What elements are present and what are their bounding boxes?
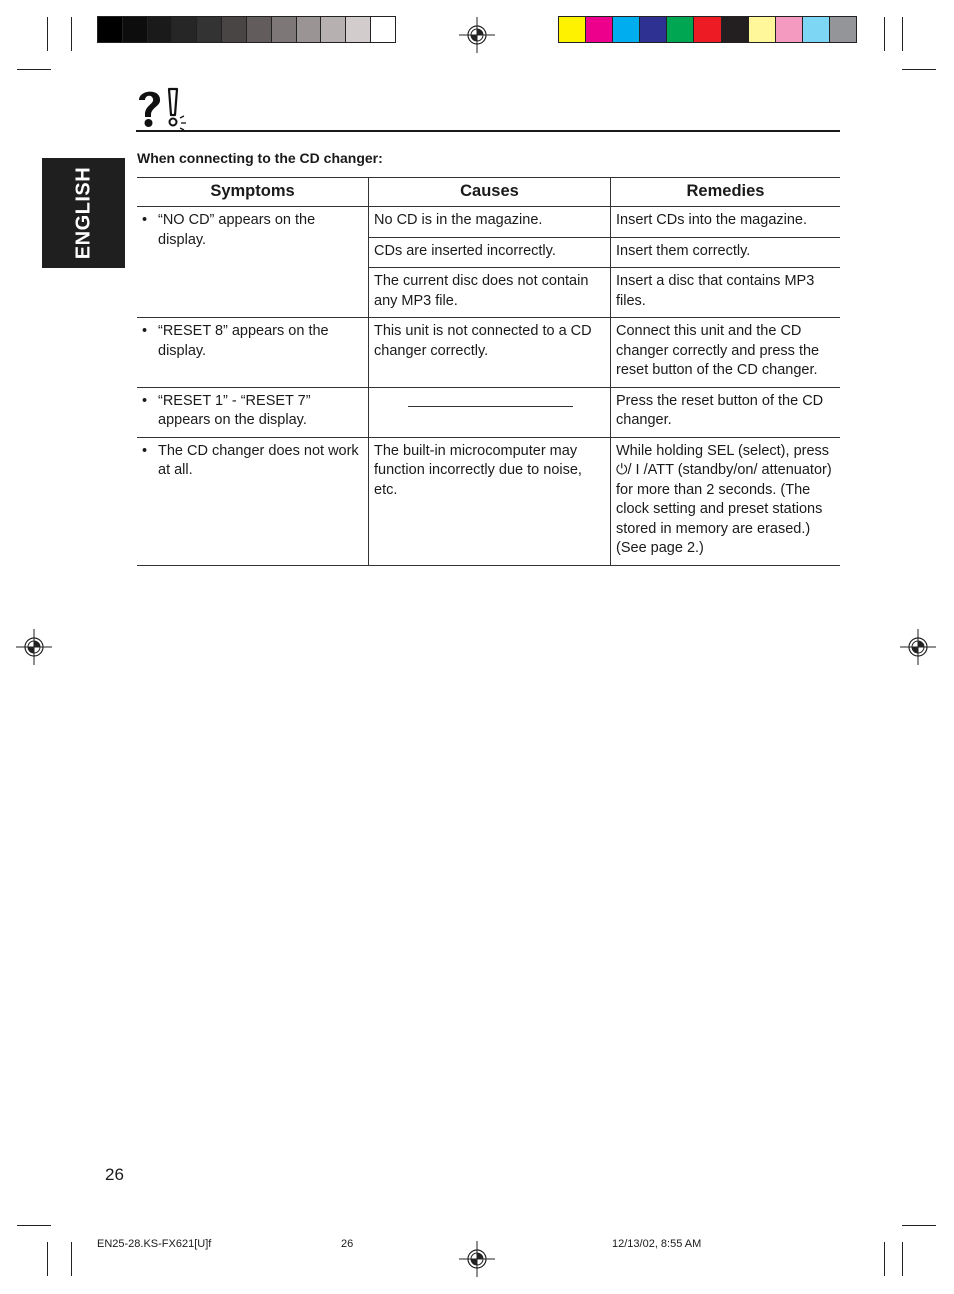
page-number: 26 xyxy=(105,1165,124,1184)
language-label: ENGLISH xyxy=(72,166,94,260)
registration-mark-icon xyxy=(459,1241,495,1277)
registration-mark-icon xyxy=(459,17,495,53)
language-side-tab xyxy=(42,158,125,268)
cause-cell-empty xyxy=(369,387,611,437)
remedy-text: While holding SEL (select), press xyxy=(616,442,830,459)
remedy-cell: Insert CDs into the magazine. xyxy=(611,207,841,238)
registration-mark-icon xyxy=(900,629,936,665)
gray-swatch xyxy=(171,17,196,42)
crop-mark xyxy=(902,1225,936,1226)
table-row xyxy=(137,437,840,565)
gray-swatch xyxy=(345,17,370,42)
symptom-cell: • “RESET 8” appears on the display. xyxy=(137,318,369,388)
remedy-cell: Insert a disc that contains MP3 files. xyxy=(611,268,841,318)
symptom-text: “NO CD” appears on the display. xyxy=(158,212,316,248)
crop-mark xyxy=(17,69,51,70)
remedy-cell: Insert them correctly. xyxy=(611,237,841,268)
crop-mark xyxy=(47,17,48,51)
table-header-row xyxy=(137,178,840,207)
remedy-cell xyxy=(611,437,841,565)
gray-swatch xyxy=(221,17,246,42)
symptom-text: “RESET 8” appears on the display. xyxy=(158,323,329,359)
crop-mark xyxy=(17,1225,51,1226)
troubleshooting-table xyxy=(137,177,840,566)
color-swatch xyxy=(639,17,666,42)
standby-button-symbol: ⏻/ I /ATT xyxy=(616,462,674,478)
registration-mark-icon xyxy=(16,629,52,665)
crop-mark xyxy=(884,1242,885,1276)
symptom-text: The CD changer does not work at all. xyxy=(158,442,359,478)
gray-swatch xyxy=(122,17,147,42)
crop-mark xyxy=(884,17,885,51)
color-swatch xyxy=(829,17,856,42)
crop-mark xyxy=(902,17,903,51)
crop-mark xyxy=(47,1242,48,1276)
table-row xyxy=(137,318,840,388)
color-swatch xyxy=(721,17,748,42)
header-symptoms: Symptoms xyxy=(137,178,369,207)
cause-cell: No CD is in the magazine. xyxy=(369,207,611,238)
color-swatch xyxy=(559,17,585,42)
color-swatch xyxy=(693,17,720,42)
crop-mark xyxy=(902,1242,903,1276)
footer-filename: EN25-28.KS-FX621[U]f xyxy=(97,1238,212,1250)
footer-timestamp: 12/13/02, 8:55 AM xyxy=(612,1238,702,1250)
remedy-cell: Press the reset button of the CD changer. xyxy=(611,387,841,437)
table-row xyxy=(137,387,840,437)
color-swatch xyxy=(802,17,829,42)
crop-mark xyxy=(71,17,72,51)
gray-swatch xyxy=(271,17,296,42)
troubleshooting-icon xyxy=(133,86,193,130)
grayscale-calibration-bar xyxy=(97,16,396,43)
crop-mark xyxy=(71,1242,72,1276)
footer-page: 26 xyxy=(341,1238,354,1250)
gray-swatch xyxy=(98,17,122,42)
cause-cell: This unit is not connected to a CD changer correctly. xyxy=(369,318,611,388)
color-swatch xyxy=(775,17,802,42)
gray-swatch xyxy=(296,17,321,42)
empty-cause-line xyxy=(408,406,573,407)
gray-swatch xyxy=(147,17,172,42)
cause-cell: The current disc does not contain any MP3 file. xyxy=(369,268,611,318)
gray-swatch xyxy=(370,17,395,42)
heading-rule xyxy=(136,130,840,132)
cause-cell: The built-in microcomputer may function incorrectly due to noise, etc. xyxy=(369,437,611,565)
gray-swatch xyxy=(320,17,345,42)
symptom-cell: • The CD changer does not work at all. xyxy=(137,437,369,565)
section-subheading: When connecting to the CD changer: xyxy=(137,150,383,166)
color-calibration-bar xyxy=(558,16,857,43)
color-swatch xyxy=(585,17,612,42)
header-remedies: Remedies xyxy=(611,178,841,207)
color-swatch xyxy=(666,17,693,42)
symptom-cell: • “RESET 1” - “RESET 7” appears on the display. xyxy=(137,387,369,437)
table-row xyxy=(137,207,840,238)
crop-mark xyxy=(902,69,936,70)
color-swatch xyxy=(748,17,775,42)
remedy-cell: Connect this unit and the CD changer correctly and press the reset button of the CD changer. xyxy=(611,318,841,388)
symptom-cell: • “NO CD” appears on the display. xyxy=(137,207,369,318)
color-swatch xyxy=(612,17,639,42)
gray-swatch xyxy=(246,17,271,42)
symptom-text: “RESET 1” - “RESET 7” appears on the display. xyxy=(158,392,311,428)
header-causes: Causes xyxy=(369,178,611,207)
cause-cell: CDs are inserted incorrectly. xyxy=(369,237,611,268)
remedy-text: (standby/on/ attenuator) for more than 2 seconds. (The clock setting and preset stations stored in memory are erased.) (See page 2.) xyxy=(616,462,832,556)
gray-swatch xyxy=(196,17,221,42)
